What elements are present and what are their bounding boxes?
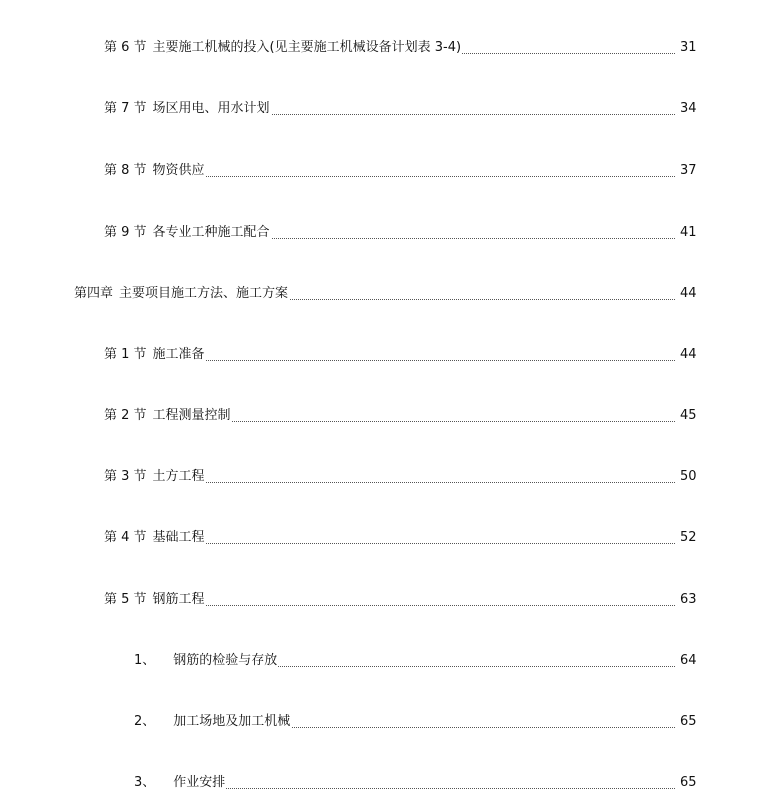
item-title: 钢筋的检验与存放 [173, 653, 278, 668]
toc-entry-label [104, 38, 462, 58]
toc-entry-label [134, 651, 278, 671]
section-number: 第 1 节 [104, 347, 147, 362]
toc-entry-label [104, 345, 206, 365]
page-number: 44 [679, 345, 704, 365]
toc-entry[interactable] [0, 406, 779, 426]
page-number: 41 [679, 223, 704, 243]
toc-entry-label [104, 99, 271, 119]
item-number: 1、 [134, 653, 156, 668]
toc-entry-label [104, 528, 206, 548]
toc-entry[interactable] [0, 223, 779, 243]
section-title: 物资供应 [152, 163, 205, 178]
section-number: 第 5 节 [104, 592, 147, 607]
page-number: 63 [679, 590, 704, 610]
section-title: 工程测量控制 [152, 408, 231, 423]
section-number: 第 8 节 [104, 163, 147, 178]
item-title: 作业安排 [173, 775, 226, 790]
toc-entry[interactable] [0, 467, 779, 487]
page-number: 65 [679, 712, 704, 732]
toc-entry[interactable] [0, 773, 779, 793]
toc-entry-label [104, 406, 232, 426]
toc-entry-label [134, 773, 226, 793]
section-number: 第 9 节 [104, 225, 147, 240]
page-number: 50 [679, 467, 704, 487]
section-number: 第 4 节 [104, 530, 147, 545]
toc-entry[interactable] [0, 528, 779, 548]
toc-entry-label [104, 467, 206, 487]
page-number: 45 [679, 406, 704, 426]
toc-entry-label [104, 161, 206, 181]
page-number: 31 [679, 38, 704, 58]
page-number: 34 [679, 99, 704, 119]
toc-entry[interactable] [0, 590, 779, 610]
section-title: 施工准备 [152, 347, 205, 362]
section-title: 土方工程 [152, 469, 205, 484]
page-number: 64 [679, 651, 704, 671]
item-number: 3、 [134, 775, 156, 790]
section-title: 基础工程 [152, 530, 205, 545]
chapter-title: 主要项目施工方法、施工方案 [119, 286, 289, 301]
item-number: 2、 [134, 714, 156, 729]
page-number: 37 [679, 161, 704, 181]
section-title: 场区用电、用水计划 [152, 101, 270, 116]
section-number: 第 7 节 [104, 101, 147, 116]
page-number: 52 [679, 528, 704, 548]
toc-entry-label [104, 590, 206, 610]
toc-entry-label [134, 712, 291, 732]
toc-entry-label [74, 284, 289, 304]
toc-entry[interactable] [0, 284, 779, 304]
section-number: 第 3 节 [104, 469, 147, 484]
section-title: 主要施工机械的投入(见主要施工机械设备计划表 3-4) [152, 40, 462, 55]
toc-entry-label [104, 223, 271, 243]
section-title: 钢筋工程 [152, 592, 205, 607]
item-title: 加工场地及加工机械 [173, 714, 291, 729]
toc-entry[interactable] [0, 161, 779, 181]
toc-entry[interactable] [0, 651, 779, 671]
page-number: 44 [679, 284, 704, 304]
section-title: 各专业工种施工配合 [152, 225, 270, 240]
section-number: 第 6 节 [104, 40, 147, 55]
toc-entry[interactable] [0, 712, 779, 732]
toc-entry[interactable] [0, 38, 779, 58]
toc-entry[interactable] [0, 99, 779, 119]
toc-entry[interactable] [0, 345, 779, 365]
section-number: 第 2 节 [104, 408, 147, 423]
page-number: 65 [679, 773, 704, 793]
chapter-number: 第四章 [74, 286, 114, 301]
